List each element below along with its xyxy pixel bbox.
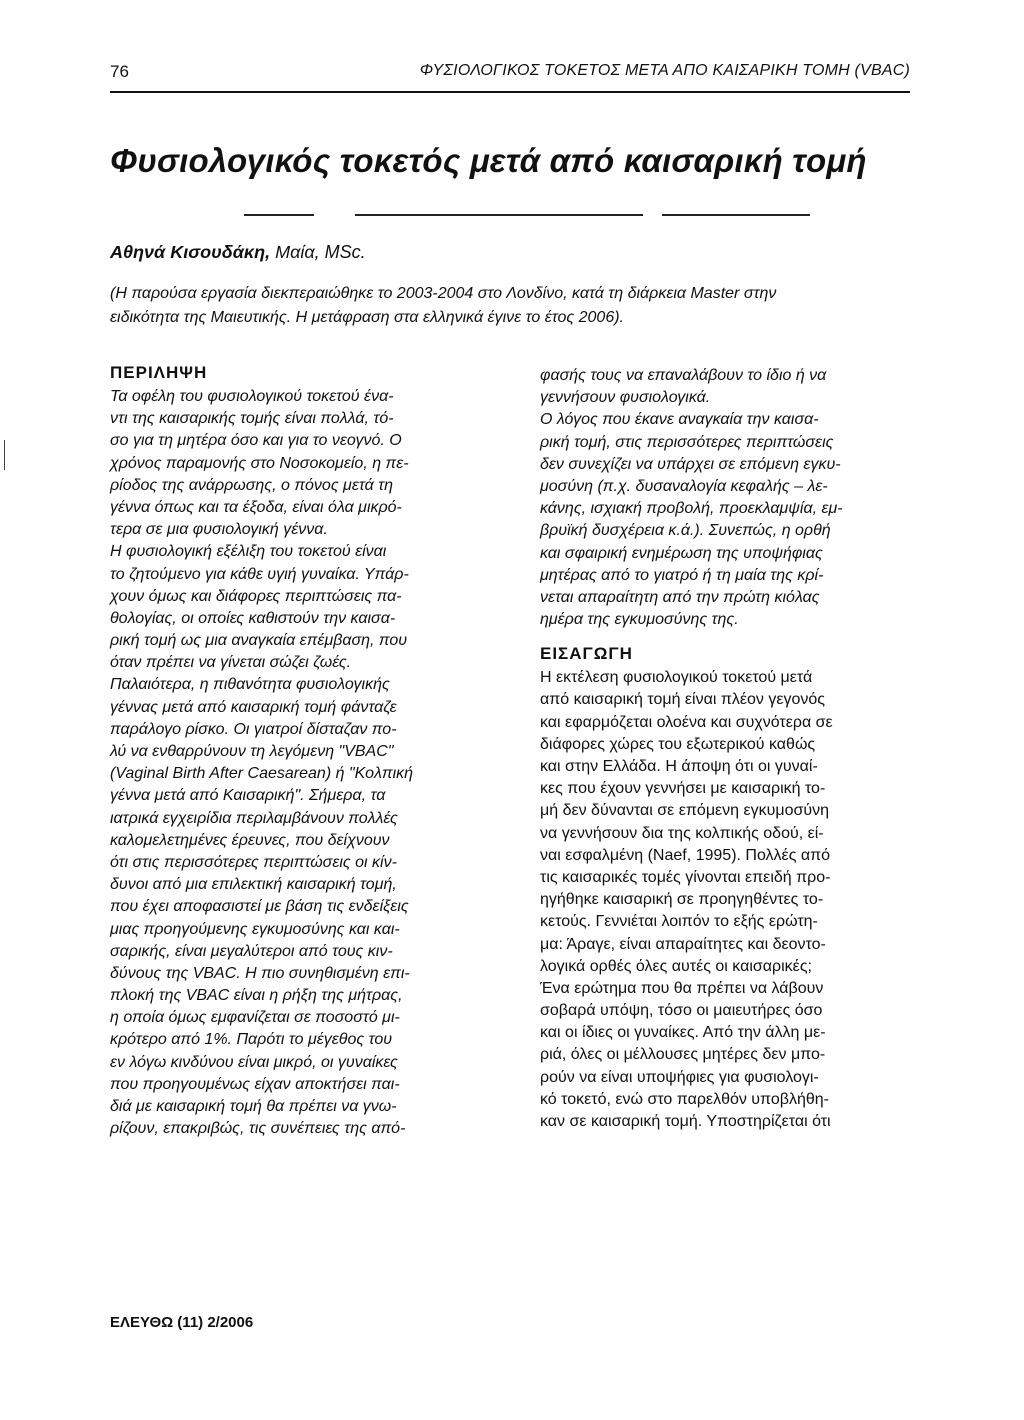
note-line: (Η παρούσα εργασία διεκπεραιώθηκε το 2003-2004 στο Λονδίνο, κατά τη διάρκεια Master στην — [110, 285, 777, 302]
text-line: να γεννήσουν δια της κολπικής οδού, εί- — [540, 824, 824, 842]
text-line: γεννήσουν φυσιολογικά. — [540, 389, 711, 407]
text-line: σο για τη μητέρα όσο και για το νεογνό. Ο — [110, 432, 402, 450]
text-line: μή δεν δύνανται σε επόμενη εγκυμοσύνη — [540, 802, 830, 820]
text-line: κρότερο από 1%. Παρότι το μέγεθος του — [110, 1031, 393, 1049]
text-line: όταν πρέπει να γίνεται σώζει ζωές. — [110, 654, 352, 672]
title-rule-2 — [355, 214, 643, 216]
margin-mark — [4, 440, 5, 470]
text-line: Η εκτέλεση φυσιολογικού τοκετού μετά — [540, 669, 813, 687]
text-line: καν σε καισαρική τομή. Υποστηρίζεται ότι — [540, 1113, 831, 1130]
translation-note — [110, 282, 910, 330]
text-line: που προηγουμένως είχαν αποκτήσει παι- — [110, 1075, 400, 1093]
page-number: 76 — [110, 62, 129, 81]
text-line: δύνους της VBAC. Η πιο συνηθισμένη επι- — [110, 964, 410, 982]
introduction-heading: ΕΙΣΑΓΩΓΗ — [540, 644, 633, 664]
section-gap — [540, 631, 915, 641]
text-line: νεται απαραίτητη από την πρώτη κιόλας — [540, 588, 820, 606]
text-line: διά με καισαρική τομή θα πρέπει να γνω- — [110, 1098, 397, 1115]
text-line: γέννα όπως και τα έξοδα, είναι όλα μικρό- — [110, 498, 402, 516]
text-line: γέννας μετά από καισαρική τομή φάνταζε — [110, 698, 397, 716]
text-line: τερα σε μια φυσιολογική γέννα. — [110, 521, 328, 539]
title-rule-1 — [244, 214, 314, 216]
author-name: Αθηνά Κισουδάκη, — [110, 242, 271, 262]
right-column — [540, 360, 915, 1133]
text-line: το ζητούμενο για κάθε υγιή γυναίκα. Υπάρ- — [110, 565, 409, 583]
article-title: Φυσιολογικός τοκετός μετά από καισαρική τομή — [110, 142, 867, 179]
text-line: θολογίας, οι οποίες καθιστούν την καισα- — [110, 609, 396, 627]
text-line: και σφαιρική ενημέρωση της υποψήφιας — [540, 544, 823, 562]
text-line: λύ να ενθαρρύνουν τη λεγόμενη "VBAC" — [110, 743, 394, 760]
title-rule-3 — [662, 214, 810, 216]
text-line: ρίοδος της ανάρρωσης, ο πόνος μετά τη — [110, 476, 394, 494]
text-line: κετούς. Γεννιέται λοιπόν το εξής ερώτη- — [540, 913, 818, 931]
text-line: και στην Ελλάδα. Η άποψη ότι οι γυναί- — [540, 758, 818, 775]
text-line: μοσύνη (π.χ. δυσαναλογία κεφαλής – λε- — [540, 477, 828, 495]
text-line: ρική τομή ως μια αναγκαία επέμβαση, που — [110, 632, 408, 650]
introduction-text — [540, 667, 915, 1133]
text-line: ντι της καισαρικής τομής είναι πολλά, τό- — [110, 410, 394, 428]
text-line: σοβαρά υπόψη, τόσο οι μαιευτήρες όσο — [540, 1002, 823, 1020]
text-line: ρική τομή, στις περισσότερες περιπτώσεις — [540, 433, 834, 451]
text-line: γέννα μετά από Καισαρική". Σήμερα, τα — [110, 787, 386, 805]
text-line: εν λόγω κινδύνου είναι μικρό, οι γυναίκες — [110, 1053, 398, 1071]
text-line: καλομελετημένες έρευνες, που δείχνουν — [110, 831, 390, 849]
text-line: τις καισαρικές τομές γίνονται επειδή προ- — [540, 868, 831, 886]
author-role: Μαία, MSc. — [270, 242, 366, 262]
text-line: χρόνος παραμονής στο Νοσοκομείο, η πε- — [110, 454, 409, 472]
text-line: μα: Άραγε, είναι απαραίτητες και δεοντο- — [540, 935, 826, 953]
text-line: δεν συνεχίζει να υπάρχει σε επόμενη εγκυ- — [540, 455, 841, 473]
text-line: ναι εσφαλμένη (Naef, 1995). Πολλές από — [540, 846, 831, 864]
text-line: Τα οφέλη του φυσιολογικού τοκετού ένα- — [110, 388, 394, 405]
text-line: κες που έχουν γεννήσει με καισαρική το- — [540, 780, 826, 798]
text-line: διάφορες χώρες του εξωτερικού καθώς — [540, 735, 816, 753]
text-line: ριά, όλες οι μέλλουσες μητέρες δεν μπο- — [540, 1046, 826, 1064]
text-line: ότι στις περισσότερες περιπτώσεις οι κίν- — [110, 853, 397, 871]
text-line: Παλαιότερα, η πιθανότητα φυσιολογικής — [110, 676, 390, 694]
author-line — [110, 242, 366, 263]
journal-footer: ΕΛΕΥΘΩ (11) 2/2006 — [110, 1314, 254, 1331]
text-line: Η φυσιολογική εξέλιξη του τοκετού είναι — [110, 543, 387, 561]
text-line: σαρικής, είναι μεγαλύτεροι από τους κιν- — [110, 942, 393, 960]
text-line: παράλογο ρίσκο. Οι γιατροί δίσταζαν πο- — [110, 720, 397, 738]
text-line: ηγήθηκε καισαρική σε προηγηθέντες το- — [540, 891, 824, 909]
note-line: ειδικότητα της Μαιευτικής. Η μετάφραση στα ελληνικά έγινε το έτος 2006). — [110, 309, 624, 326]
text-line: η οποία όμως εμφανίζεται σε ποσοστό μι- — [110, 1009, 400, 1027]
page-header — [110, 62, 910, 90]
text-line: ημέρα της εγκυμοσύνης της. — [540, 611, 739, 629]
summary-text — [110, 386, 495, 1140]
text-line: δυνοι από μια επιλεκτική καισαρική τομή, — [110, 876, 397, 894]
text-line: φασής τους να επαναλάβουν το ίδιο ή να — [540, 367, 827, 384]
text-line: Ένα ερώτημα που θα πρέπει να λάβουν — [540, 979, 824, 997]
text-line: και οι ίδιες οι γυναίκες. Από την άλλη με- — [540, 1024, 826, 1042]
running-title: ΦΥΣΙΟΛΟΓΙΚΟΣ ΤΟΚΕΤΟΣ ΜΕΤΑ ΑΠΟ ΚΑΙΣΑΡΙΚΗ ΤΟΜΗ (VBAC) — [419, 62, 910, 79]
text-line: Ο λόγος που έκανε αναγκαία την καισα- — [540, 411, 819, 429]
text-line: μιας προηγούμενης εγκυμοσύνης και και- — [110, 920, 400, 938]
summary-heading: ΠΕΡΙΛΗΨΗ — [110, 363, 208, 382]
summary-continued — [540, 360, 915, 631]
text-line: που έχει αποφασιστεί με βάση τις ενδείξεις — [110, 898, 409, 916]
left-column — [110, 360, 495, 1140]
text-line: κάνης, ισχιακή προβολή, προεκλαμψία, εμ- — [540, 500, 843, 518]
text-line: και εφαρμόζεται ολοένα και συχνότερα σε — [540, 713, 833, 731]
text-line: πλοκή της VBAC είναι η ρήξη της μήτρας, — [110, 987, 403, 1005]
text-line: χουν όμως και διάφορες περιπτώσεις πα- — [110, 587, 402, 605]
text-line: (Vaginal Birth After Caesarean) ή "Κολπική — [110, 765, 413, 783]
text-line: μητέρας από το γιατρό ή τη μαία της κρί- — [540, 566, 824, 584]
text-line: από καισαρική τομή είναι πλέον γεγονός — [540, 691, 826, 709]
header-rule — [110, 91, 910, 93]
text-line: λογικά ορθές όλες αυτές οι καισαρικές; — [540, 957, 812, 975]
text-line: ρίζουν, επακριβώς, τις συνέπειες της από- — [110, 1120, 406, 1138]
text-line: βρυϊκή δυσχέρεια κ.ά.). Συνεπώς, η ορθή — [540, 522, 831, 540]
text-line: ιατρικά εγχειρίδια περιλαμβάνουν πολλές — [110, 809, 398, 827]
text-line: ρούν να είναι υποψήφιες για φυσιολογι- — [540, 1068, 819, 1086]
text-line: κό τοκετό, ενώ στο παρελθόν υποβλήθη- — [540, 1090, 829, 1108]
